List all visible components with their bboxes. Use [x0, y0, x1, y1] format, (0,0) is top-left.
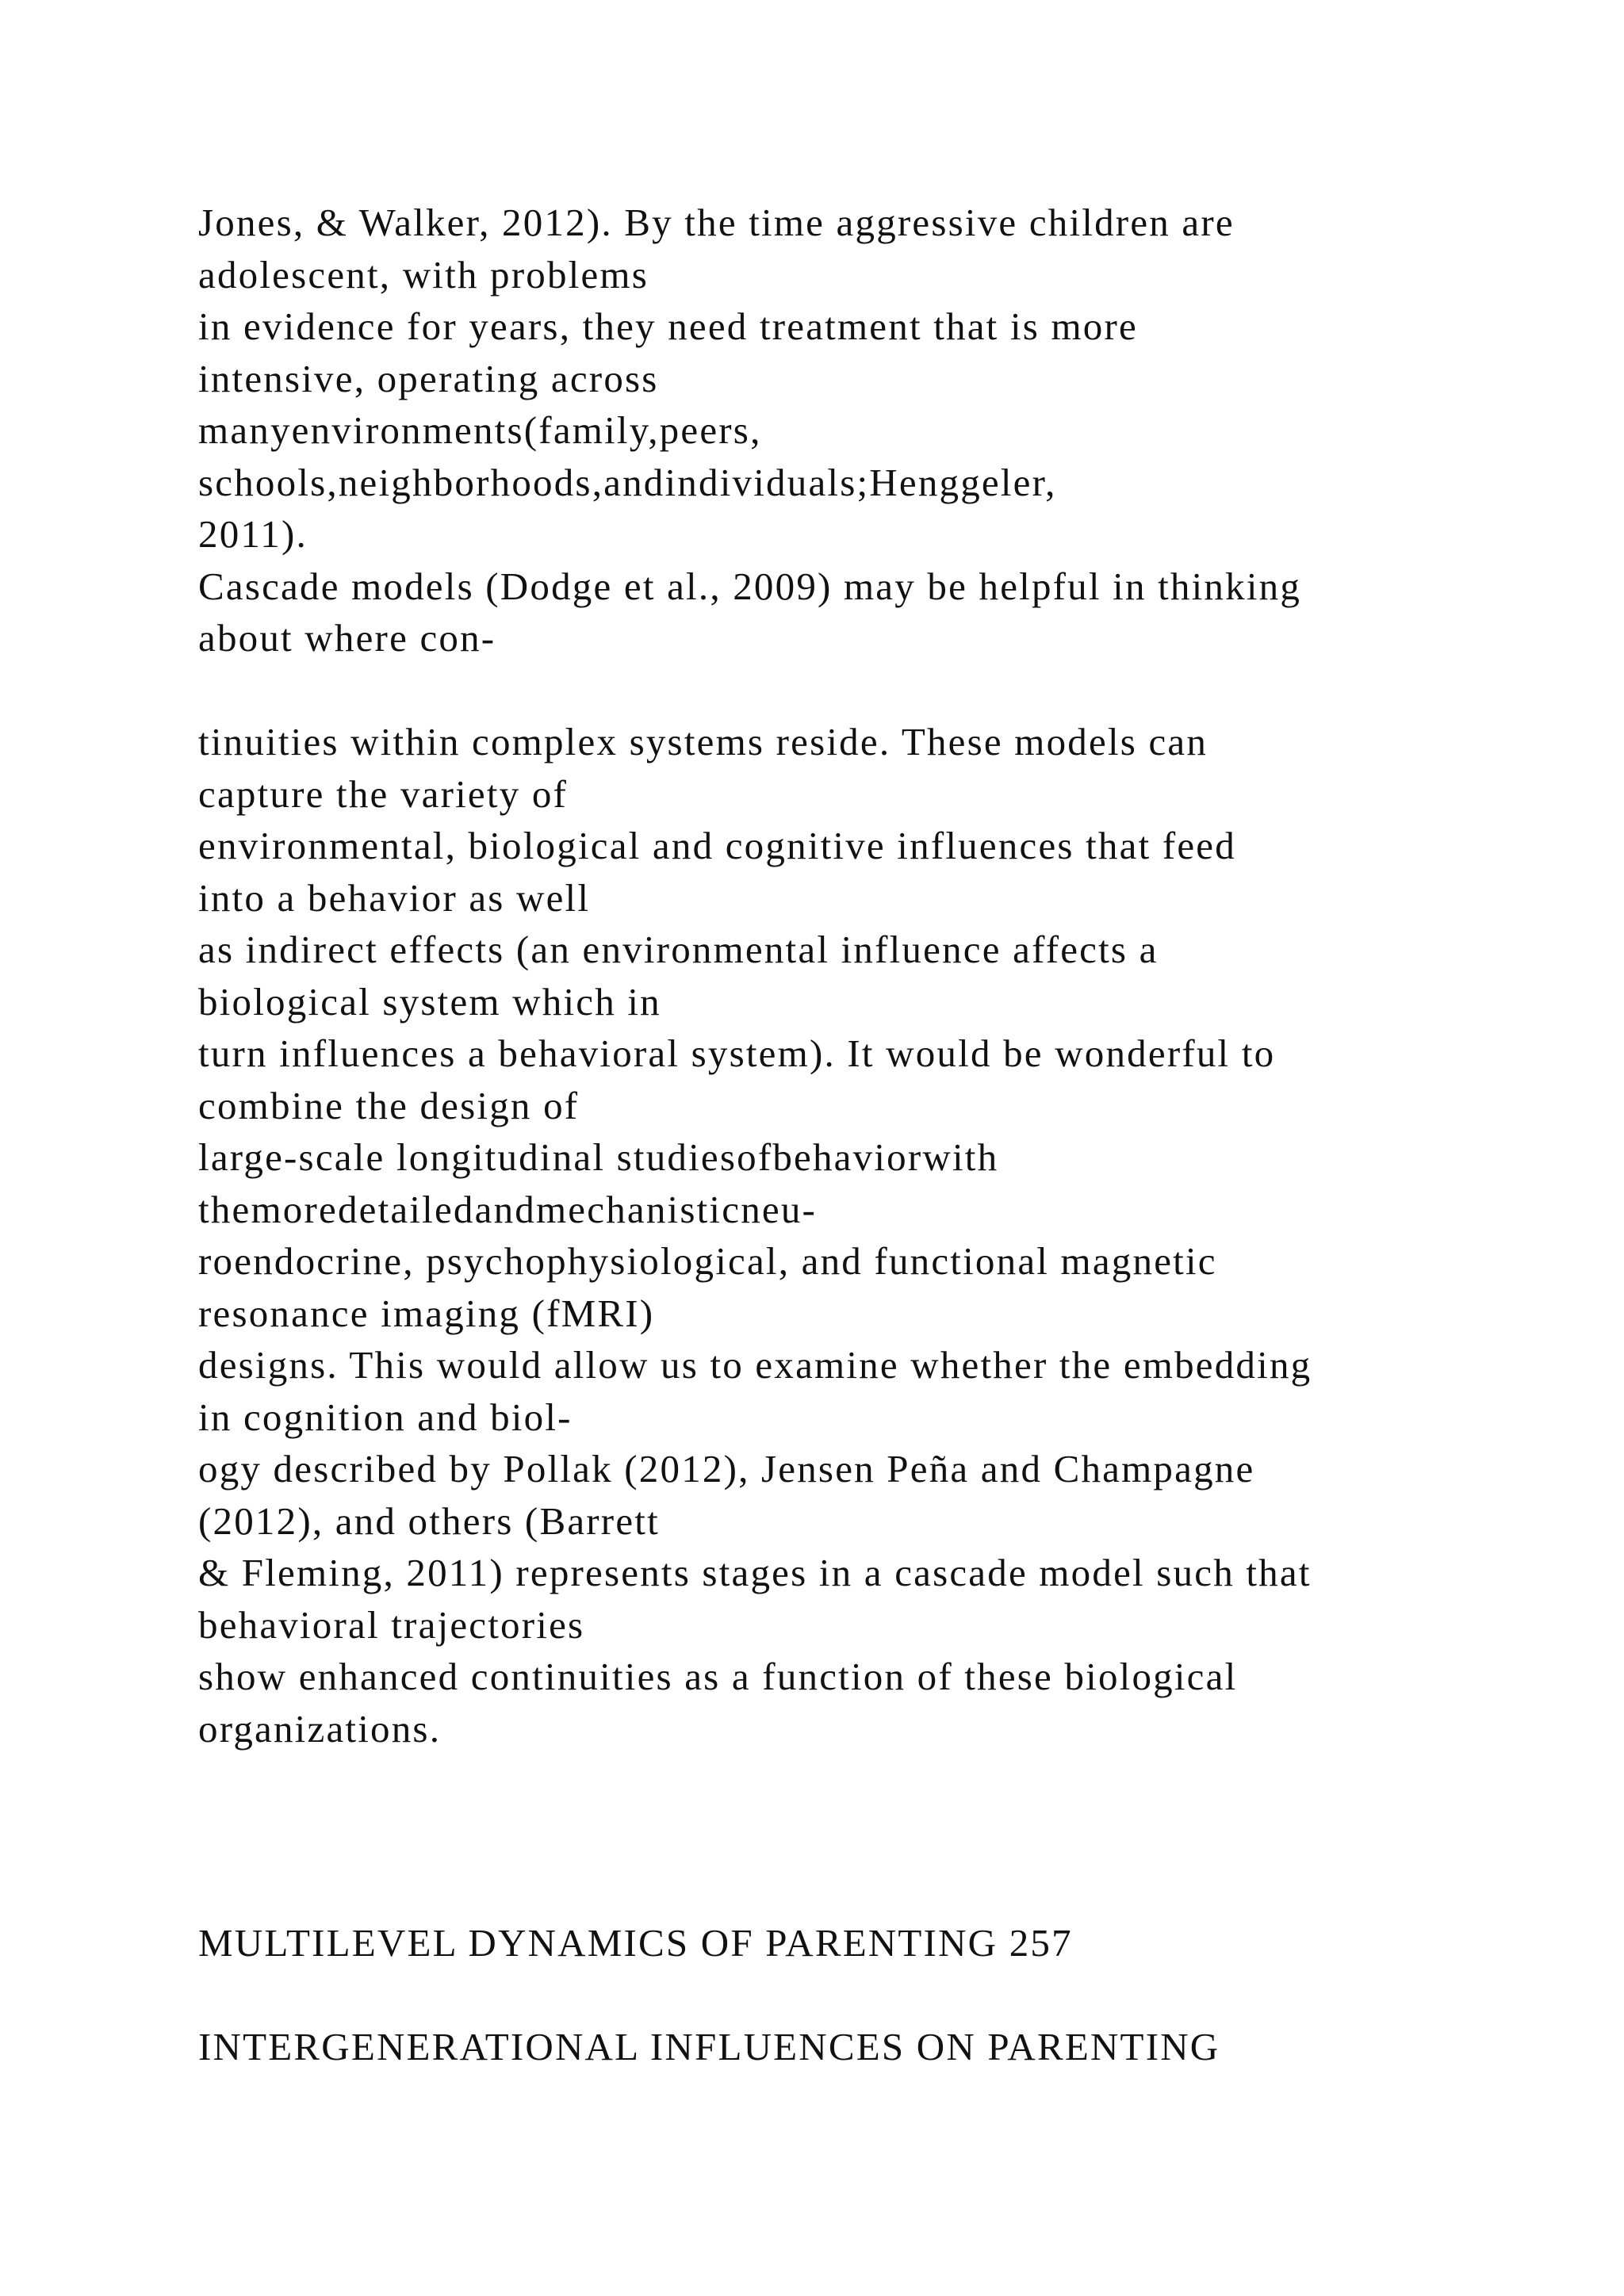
text-line: intensive, operating across [198, 356, 659, 400]
running-head: MULTILEVEL DYNAMICS OF PARENTING 257 [198, 1921, 1073, 1965]
section-heading: INTERGENERATIONAL INFLUENCES ON PARENTING [198, 2025, 1220, 2068]
text-line: show enhanced continuities as a function of these biological [198, 1655, 1238, 1698]
text-line: in cognition and biol- [198, 1395, 573, 1439]
text-line: themoredetailedandmechanisticneu- [198, 1187, 818, 1231]
text-line: into a behavior as well [198, 875, 591, 920]
text-line: Jones, & Walker, 2012). By the time aggressive children are [198, 201, 1235, 244]
text-line: biological system which in [198, 979, 661, 1024]
text-line: environmental, biological and cognitive influences that feed [198, 824, 1236, 867]
text-line: resonance imaging (fMRI) [198, 1291, 655, 1335]
text-line: designs. This would allow us to examine whether the embedding [198, 1343, 1312, 1387]
text-line: schools,neighborhoods,andindividuals;Henggeler, [198, 460, 1057, 504]
text-line: behavioral trajectories [198, 1602, 585, 1647]
text-line: organizations. [198, 1706, 442, 1751]
text-line: large-scale longitudinal studiesofbehaviorwith [198, 1135, 999, 1179]
text-line: combine the design of [198, 1083, 580, 1127]
text-line: & Fleming, 2011) represents stages in a cascade model such that [198, 1551, 1312, 1594]
blank-line [198, 664, 1507, 717]
text-line: capture the variety of [198, 771, 569, 816]
text-line: tinuities within complex systems reside. These models can [198, 720, 1208, 763]
text-line: as indirect effects (an environmental influence affects a [198, 928, 1159, 971]
text-line: ogy described by Pollak (2012), Jensen Peña and Champagne [198, 1447, 1255, 1490]
text-line: (2012), and others (Barrett [198, 1498, 660, 1543]
text-line: turn influences a behavioral system). It would be wonderful to [198, 1031, 1276, 1075]
text-line: 2011). [198, 512, 308, 556]
text-line: adolescent, with problems [198, 252, 649, 297]
body-text [198, 197, 1507, 1755]
text-line: in evidence for years, they need treatment that is more [198, 304, 1138, 348]
text-line: Cascade models (Dodge et al., 2009) may be helpful in thinking [198, 564, 1302, 608]
text-line: roendocrine, psychophysiological, and functional magnetic [198, 1239, 1217, 1283]
text-line: about where con- [198, 616, 496, 660]
text-line: manyenvironments(family,peers, [198, 408, 762, 452]
